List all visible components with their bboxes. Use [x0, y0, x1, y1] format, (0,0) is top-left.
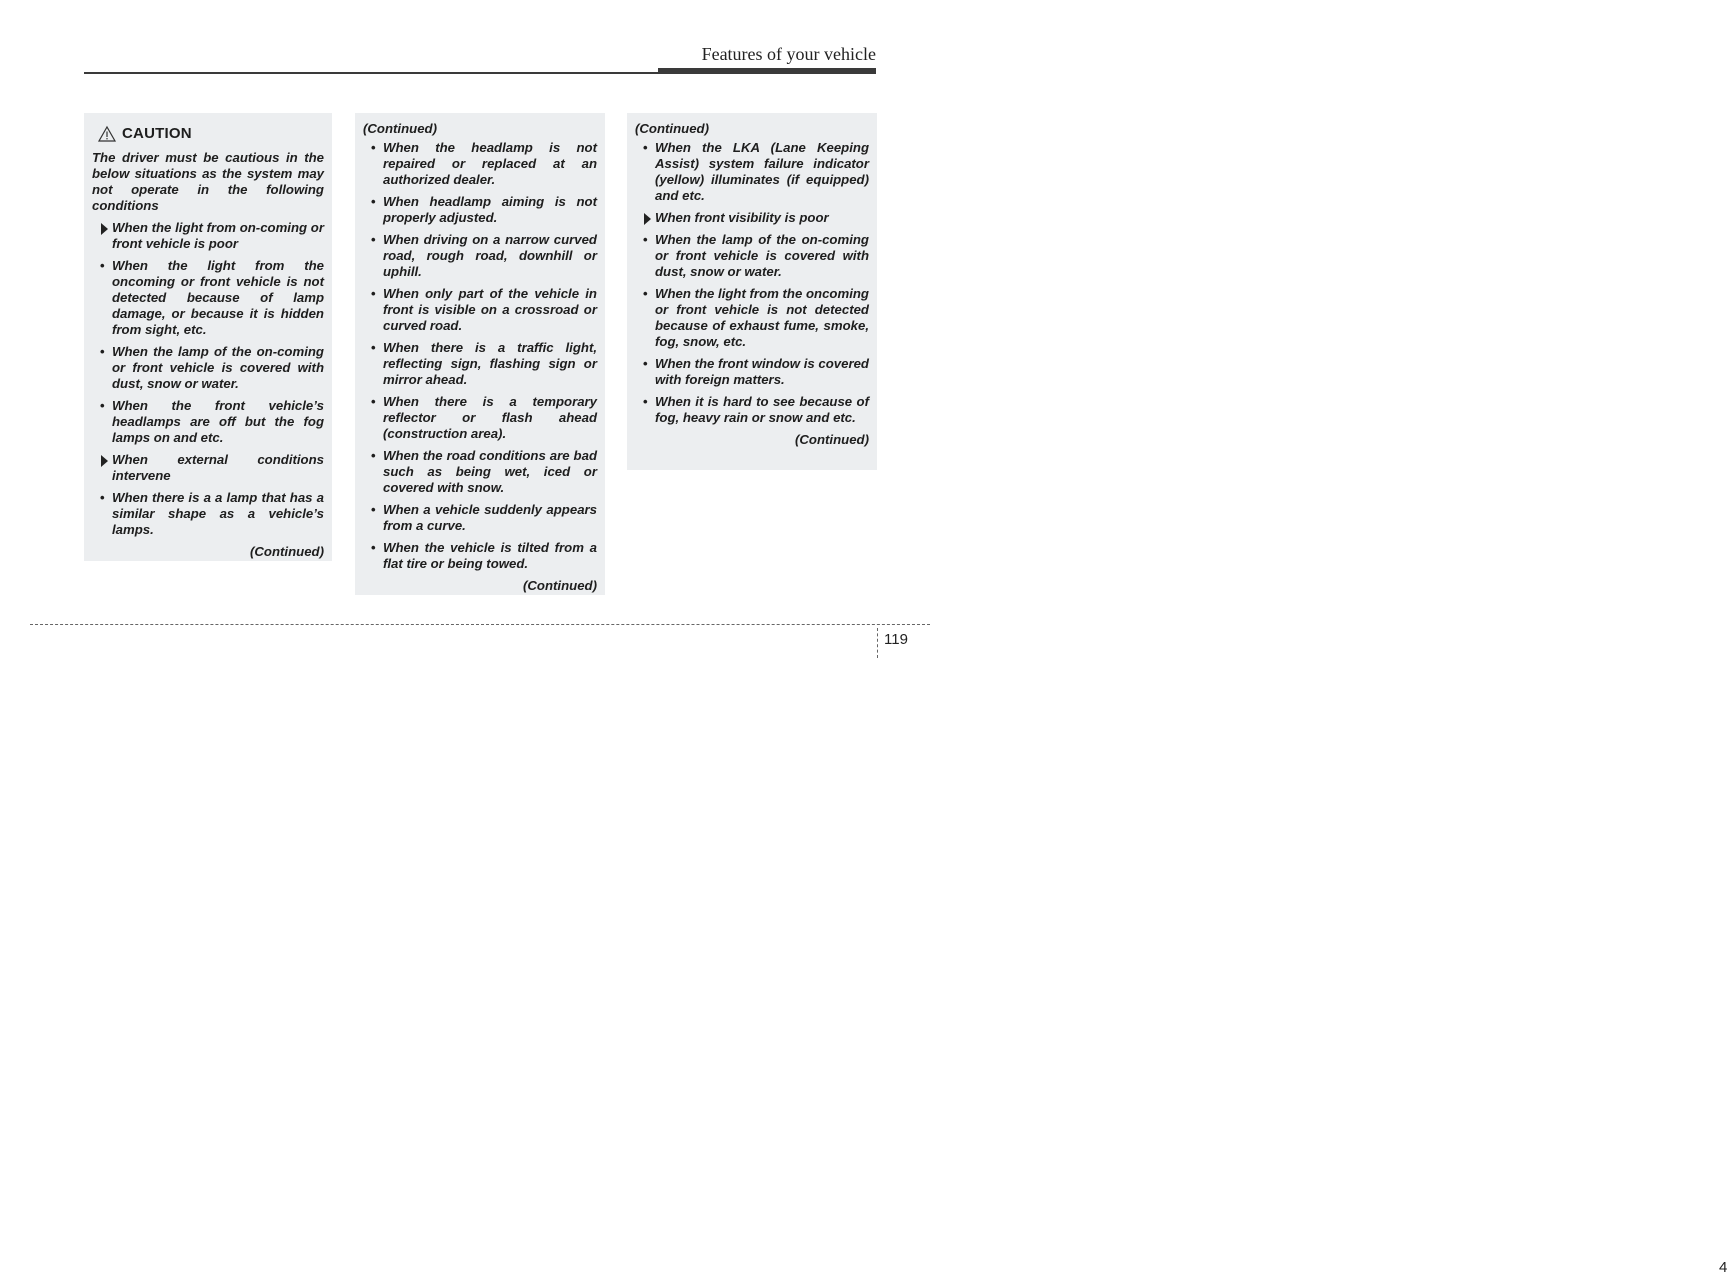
list-item [363, 448, 597, 496]
bullet-icon: • [371, 394, 376, 409]
page-number: 119 [884, 631, 908, 648]
caution-intro: The driver must be cautious in the below situations as the system may not operate in the following conditions [92, 150, 324, 213]
list-item [635, 286, 869, 350]
caution-panel-continued-2 [627, 113, 877, 470]
continued-label-top: (Continued) [635, 121, 709, 136]
continued-label: (Continued) [523, 578, 597, 593]
section-heading-item [635, 210, 869, 226]
caution-list [635, 140, 869, 426]
caution-panel-continued [355, 113, 605, 595]
list-item-text: When the LKA (Lane Keeping Assist) system failure indicator (yellow) illuminates (if equipped) and etc. [655, 140, 869, 203]
caution-header [92, 125, 324, 142]
bullet-icon: • [643, 394, 648, 409]
list-item-text: When the headlamp is not repaired or replaced at an authorized dealer. [383, 140, 597, 187]
bullet-icon: • [643, 140, 648, 155]
bullet-icon: • [371, 194, 376, 209]
list-item [92, 398, 324, 446]
list-item-text: When only part of the vehicle in front is visible on a crossroad or curved road. [383, 286, 597, 333]
list-item-text: When headlamp aiming is not properly adjusted. [383, 194, 597, 225]
list-item-text: When the front vehicle’s headlamps are off but the fog lamps on and etc. [112, 398, 324, 445]
list-item [363, 232, 597, 280]
list-item-text: When it is hard to see because of fog, heavy rain or snow and etc. [655, 394, 869, 425]
list-item [363, 540, 597, 572]
list-item-text: When the vehicle is tilted from a flat tire or being towed. [383, 540, 597, 571]
section-number: 4 [1719, 1259, 1727, 1276]
bullet-icon: • [100, 490, 105, 505]
page-number-divider [877, 628, 878, 658]
caution-title: CAUTION [122, 125, 192, 142]
list-item-text: When front visibility is poor [655, 210, 829, 225]
section-heading-item [92, 220, 324, 252]
bullet-icon: • [371, 286, 376, 301]
bullet-icon: • [371, 140, 376, 155]
section-heading-item [92, 452, 324, 484]
list-item [363, 340, 597, 388]
list-item-text: When there is a traffic light, reflecting sign, flashing sign or mirror ahead. [383, 340, 597, 387]
list-item [363, 140, 597, 188]
bullet-icon: • [100, 258, 105, 273]
list-item [363, 286, 597, 334]
list-item-text: When the light from on-coming or front vehicle is poor [112, 220, 324, 251]
list-item [635, 232, 869, 280]
list-item [635, 356, 869, 388]
list-item-text: When the road conditions are bad such as being wet, iced or covered with snow. [383, 448, 597, 495]
caution-list [92, 220, 324, 538]
bullet-icon: • [100, 344, 105, 359]
list-item-text: When external conditions intervene [112, 452, 324, 483]
page-header-title: Features of your vehicle [701, 44, 876, 64]
footer-rule [30, 624, 930, 625]
list-item [92, 258, 324, 338]
bullet-icon: • [371, 448, 376, 463]
bullet-icon: • [371, 502, 376, 517]
header-rule-accent [658, 68, 876, 73]
triangle-right-icon [101, 455, 108, 467]
caution-panel [84, 113, 332, 561]
list-item [92, 344, 324, 392]
continued-label: (Continued) [795, 432, 869, 447]
caution-list [363, 140, 597, 572]
warning-triangle-icon [98, 126, 116, 142]
bullet-icon: • [100, 398, 105, 413]
list-item [635, 394, 869, 426]
bullet-icon: • [371, 540, 376, 555]
continued-label: (Continued) [250, 544, 324, 559]
continued-label-top: (Continued) [363, 121, 437, 136]
triangle-right-icon [101, 223, 108, 235]
list-item [363, 194, 597, 226]
bullet-icon: • [371, 340, 376, 355]
bullet-icon: • [643, 356, 648, 371]
list-item-text: When the front window is covered with foreign matters. [655, 356, 869, 387]
list-item-text: When there is a a lamp that has a similar shape as a vehicle’s lamps. [112, 490, 324, 537]
list-item-text: When driving on a narrow curved road, rough road, downhill or uphill. [383, 232, 597, 279]
list-item [635, 140, 869, 204]
list-item-text: When the lamp of the on-coming or front vehicle is covered with dust, snow or water. [655, 232, 869, 279]
list-item-text: When the light from the oncoming or front vehicle is not detected because of exhaust fume, smoke, fog, snow, etc. [655, 286, 869, 349]
list-item [363, 394, 597, 442]
bullet-icon: • [643, 232, 648, 247]
list-item-text: When there is a temporary reflector or flash ahead (construction area). [383, 394, 597, 441]
list-item-text: When the light from the oncoming or front vehicle is not detected because of lamp damage, or because it is hidden from sight, etc. [112, 258, 324, 337]
list-item [363, 502, 597, 534]
list-item [92, 490, 324, 538]
bullet-icon: • [643, 286, 648, 301]
list-item-text: When the lamp of the on-coming or front vehicle is covered with dust, snow or water. [112, 344, 324, 391]
triangle-right-icon [644, 213, 651, 225]
list-item-text: When a vehicle suddenly appears from a curve. [383, 502, 597, 533]
bullet-icon: • [371, 232, 376, 247]
